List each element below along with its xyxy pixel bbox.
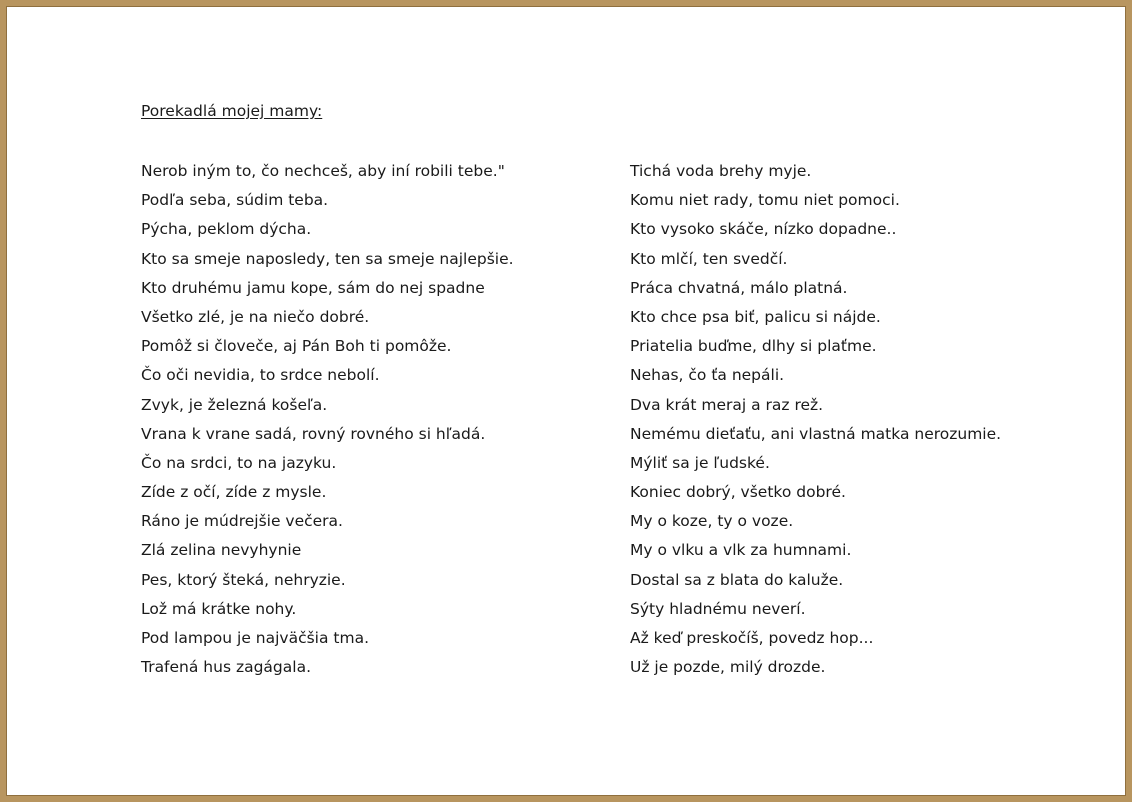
proverb-line: Pomôž si človeče, aj Pán Boh ti pomôže.	[141, 337, 452, 356]
proverb-line: Zíde z očí, zíde z mysle.	[141, 483, 327, 502]
proverb-line: Všetko zlé, je na niečo dobré.	[141, 307, 370, 326]
proverb-line: Trafená hus zagágala.	[141, 658, 311, 677]
proverb-line: Ráno je múdrejšie večera.	[141, 512, 343, 531]
proverb-line: Kto mlčí, ten svedčí.	[630, 249, 788, 268]
proverb-line: Lož má krátke nohy.	[141, 599, 297, 618]
proverb-line: Zvyk, je železná košeľa.	[141, 395, 328, 414]
proverbs-right-column	[630, 160, 1001, 685]
proverb-line: Tichá voda brehy myje.	[630, 162, 812, 180]
proverb-line: Dva krát meraj a raz rež.	[630, 395, 824, 414]
proverb-line: Pod lampou je najväčšia tma.	[141, 629, 370, 647]
proverb-line: Čo oči nevidia, to srdce nebolí.	[141, 366, 380, 385]
proverb-line: Až keď preskočíš, povedz hop...	[630, 629, 874, 647]
proverb-line: Čo na srdci, to na jazyku.	[141, 453, 337, 472]
proverb-line: Zlá zelina nevyhynie	[141, 541, 302, 560]
page-title: Porekadlá mojej mamy:	[141, 102, 323, 120]
proverb-line: Koniec dobrý, všetko dobré.	[630, 483, 846, 502]
proverb-line: Vrana k vrane sadá, rovný rovného si hľadá.	[141, 424, 486, 443]
proverb-line: My o koze, ty o voze.	[630, 512, 794, 531]
proverb-line: Práca chvatná, málo platná.	[630, 278, 848, 297]
proverb-line: Mýliť sa je ľudské.	[630, 453, 770, 472]
proverb-line: Nerob iným to, čo nechceš, aby iní robili tebe."	[141, 162, 505, 180]
proverb-line: Kto vysoko skáče, nízko dopadne..	[630, 220, 897, 239]
proverb-line: Nemému dieťaťu, ani vlastná matka nerozumie.	[630, 424, 1002, 443]
proverb-line: Kto chce psa biť, palicu si nájde.	[630, 307, 881, 326]
proverb-line: Sýty hladnému neverí.	[630, 599, 806, 618]
proverb-line: Pýcha, peklom dýcha.	[141, 220, 312, 239]
proverb-line: Nehas, čo ťa nepáli.	[630, 366, 785, 385]
proverb-line: Už je pozde, milý drozde.	[630, 658, 826, 677]
proverb-line: My o vlku a vlk za humnami.	[630, 541, 852, 560]
proverb-line: Kto druhému jamu kope, sám do nej spadne	[141, 278, 485, 297]
proverbs-left-column	[141, 160, 514, 685]
proverb-line: Podľa seba, súdim teba.	[141, 191, 329, 210]
proverb-line: Komu niet rady, tomu niet pomoci.	[630, 191, 900, 210]
proverb-line: Kto sa smeje naposledy, ten sa smeje najlepšie.	[141, 249, 514, 268]
proverb-line: Priatelia buďme, dlhy si plaťme.	[630, 337, 877, 356]
proverb-line: Pes, ktorý šteká, nehryzie.	[141, 570, 346, 589]
proverb-line: Dostal sa z blata do kaluže.	[630, 570, 844, 589]
